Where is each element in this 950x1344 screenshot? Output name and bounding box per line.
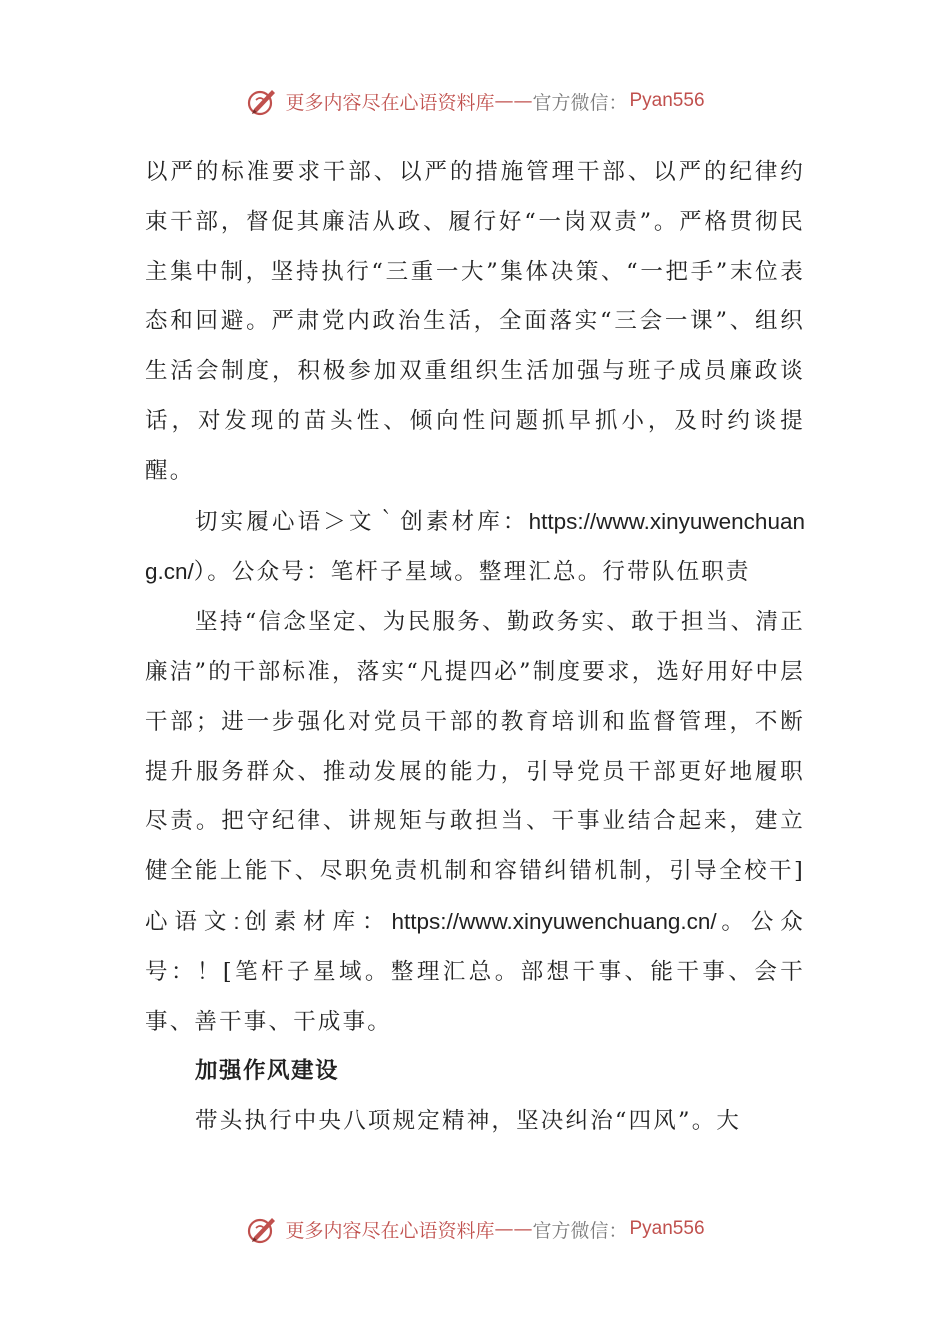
document-body <box>145 148 805 1147</box>
banner-dash: —— <box>494 1218 533 1240</box>
paragraph-4: 带头执行中央八项规定精神，坚决纠治“四风”。大 <box>195 1108 742 1135</box>
banner-label: 官方微信： <box>532 91 628 114</box>
banner-main-text: 更多内容尽在心语资料库 <box>285 91 495 114</box>
paragraph-3: 坚持“信念坚定、为民服务、勤政务实、敢于担当、清正廉洁”的干部标准，落实“凡提四必”制度要求，选好用好中层干部；进一步强化对党员干部的教育培训和监督管理，不断提升服务群众、推动发展的能力，引导党员干部更好地履职尽责。把守纪律、讲规矩与敢担当、干事业结合起来，建立健全能上能下、尽职免责机制和容错纠错机制，引导全校干]心语文:创素材库：https://www.xinyuwenchuang.cn/。公众号：！[笔杆子星域。整理汇总。部想干事、能干事、会干事、善干事、干成事。 <box>145 609 805 1035</box>
latin-run: https://www.xinyuwenchuang.cn/ <box>391 908 717 934</box>
header-banner <box>0 84 950 118</box>
banner-dash: —— <box>494 90 533 112</box>
latin-run: https://www.xinyuwenchuang.cn/ <box>145 508 805 585</box>
banner-label: 官方微信： <box>532 1219 628 1242</box>
footer-banner <box>0 1212 950 1246</box>
section-heading: 加强作风建设 <box>195 1058 340 1085</box>
pen-logo-icon <box>245 1212 279 1246</box>
latin-run: : <box>233 908 240 934</box>
paragraph-1: 以严的标准要求干部、以严的措施管理干部、以严的纪律约束干部，督促其廉洁从政、履行好“一岗双责”。严格贯彻民主集中制，坚持执行“三重一大”集体决策、“一把手”末位表态和回避。严肃党内政治生活，全面落实“三会一课”、组织生活会制度，积极参加双重组织生活加强与班子成员廉政谈话，对发现的苗头性、倾向性问题抓早抓小，及时约谈提醒。 <box>145 159 805 484</box>
banner-main-text: 更多内容尽在心语资料库 <box>285 1219 495 1242</box>
pen-logo-icon <box>245 84 279 118</box>
banner-wechat-id: Pyan556 <box>629 1218 705 1239</box>
banner-wechat-id: Pyan556 <box>629 90 705 111</box>
paragraph-2: 切实履心语＞文｀创素材库：https://www.xinyuwenchuang.cn/）。公众号：笔杆子星域。整理汇总。行带队伍职责 <box>145 508 805 586</box>
